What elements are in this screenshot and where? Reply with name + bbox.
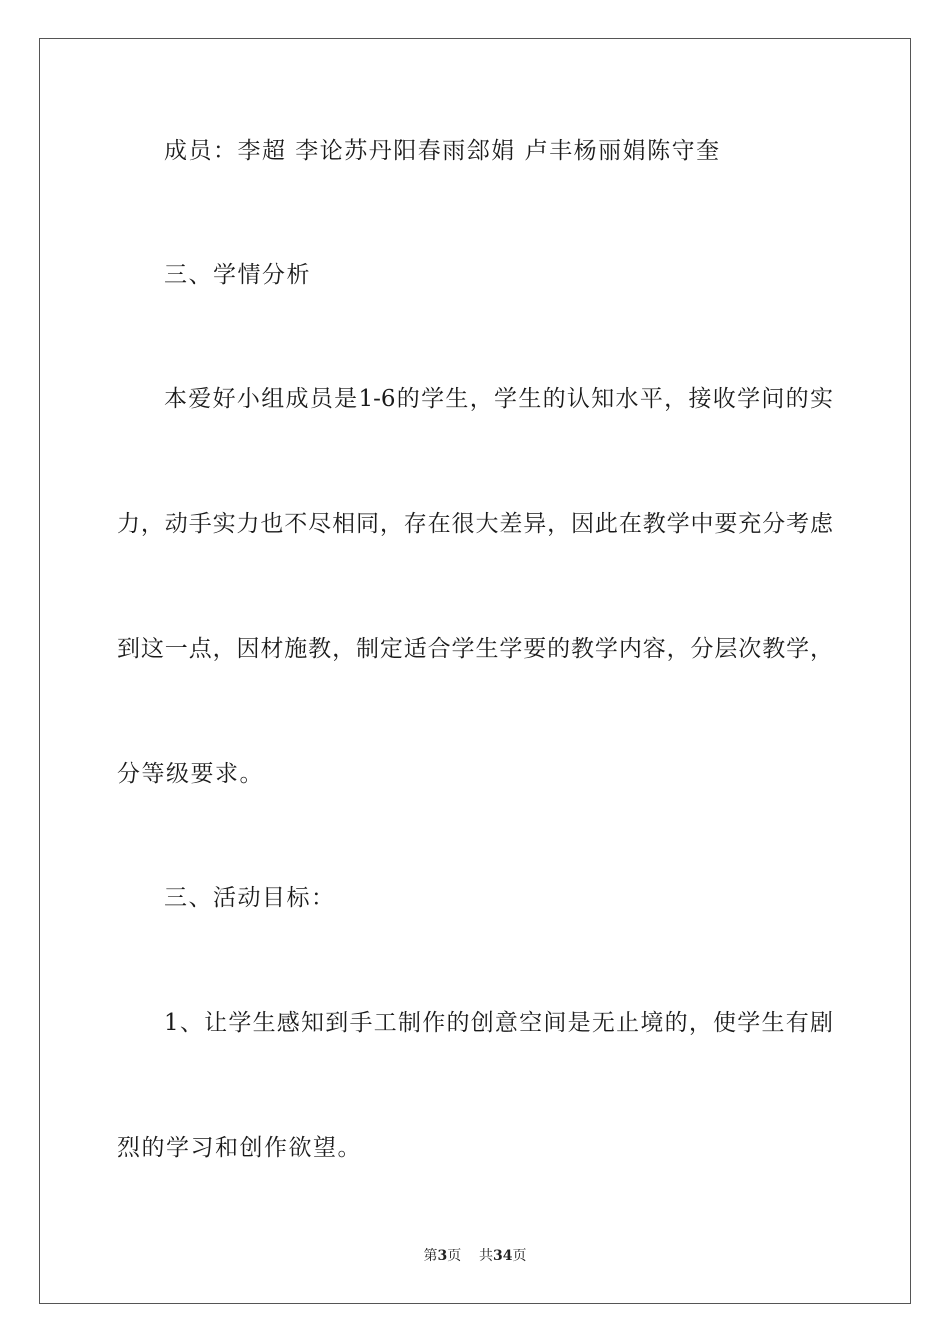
section-heading-learning-analysis: 三、学情分析	[164, 262, 311, 288]
page-frame	[39, 38, 911, 1304]
page-suffix: 页	[447, 1248, 462, 1264]
page-footer	[0, 1247, 950, 1265]
paragraph-line: 到这一点，因材施教，制定适合学生学要的教学内容，分层次教学，	[117, 636, 833, 662]
total-prefix: 共	[479, 1248, 494, 1264]
paragraph-line: 力，动手实力也不尽相同，存在很大差异，因此在教学中要充分考虑	[117, 511, 833, 537]
paragraph-line: 1、让学生感知到手工制作的创意空间是无止境的，使学生有剧	[164, 1010, 833, 1036]
total-suffix: 页	[512, 1248, 527, 1264]
total-pages: 34	[493, 1248, 513, 1264]
paragraph-line: 烈的学习和创作欲望。	[117, 1135, 362, 1161]
section-heading-activity-goals: 三、活动目标：	[164, 885, 336, 911]
page-number: 3	[437, 1248, 448, 1264]
paragraph-line: 分等级要求。	[117, 761, 264, 787]
page-prefix: 第	[423, 1248, 438, 1264]
paragraph-line: 本爱好小组成员是1-6的学生，学生的认知水平，接收学问的实	[164, 386, 833, 412]
members-line: 成员：李超 李论苏丹阳春雨郐娟 卢丰杨丽娟陈守奎	[164, 138, 721, 164]
